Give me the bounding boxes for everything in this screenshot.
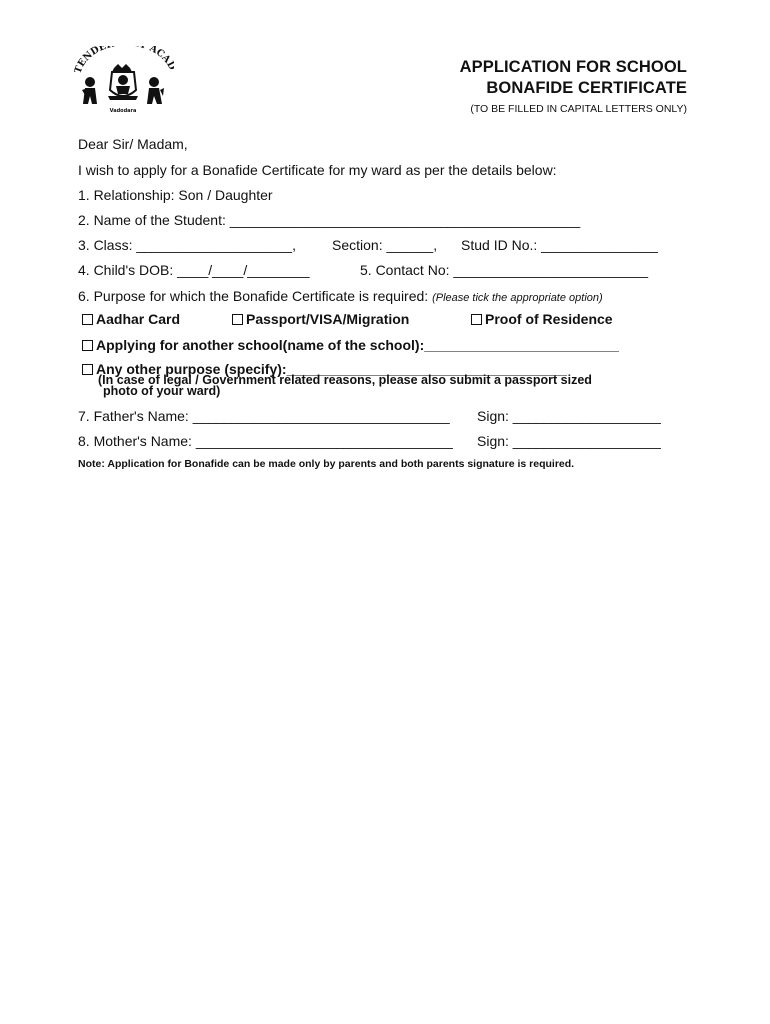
checkbox-icon[interactable] xyxy=(471,314,482,325)
father-sign-field[interactable]: Sign: ___________________ xyxy=(477,408,661,424)
purpose-label: 6. Purpose for which the Bonafide Certificate is required: xyxy=(78,288,429,304)
checkbox-icon[interactable] xyxy=(232,314,243,325)
other-purpose-note-line-1: (In case of legal / Government related reasons, please also submit a passport sized xyxy=(98,373,592,387)
section-field[interactable]: Section: ______, xyxy=(332,237,438,253)
father-name-field[interactable]: 7. Father's Name: _________________________________ xyxy=(78,408,450,424)
school-logo xyxy=(74,46,174,116)
contact-field[interactable]: 5. Contact No: _________________________ xyxy=(360,262,649,278)
checkbox-icon[interactable] xyxy=(82,364,93,375)
form-title-line-1: APPLICATION FOR SCHOOL xyxy=(459,58,687,76)
logo-city-text: Vadodara xyxy=(109,108,137,114)
purpose-hint: (Please tick the appropriate option) xyxy=(432,292,603,304)
student-name-field[interactable]: 2. Name of the Student: _____________________________________________ xyxy=(78,212,581,228)
option-residence[interactable] xyxy=(471,311,613,327)
option-another-school[interactable] xyxy=(82,337,619,353)
option-another-school-label[interactable]: Applying for another school(name of the school):_________________________ xyxy=(96,337,619,353)
stud-id-field[interactable]: Stud ID No.: _______________ xyxy=(461,237,658,253)
option-aadhar[interactable] xyxy=(82,311,180,327)
relationship-field[interactable]: 1. Relationship: Son / Daughter xyxy=(78,187,273,203)
option-other-label[interactable]: Any other purpose (specify):____________________________________ xyxy=(96,361,567,377)
salutation: Dear Sir/ Madam, xyxy=(78,136,188,152)
option-passport[interactable] xyxy=(232,311,409,327)
footer-note: Note: Application for Bonafide can be made only by parents and both parents signature is required. xyxy=(78,458,575,470)
mother-name-field[interactable]: 8. Mother's Name: _________________________________ xyxy=(78,433,453,449)
form-title-line-2: BONAFIDE CERTIFICATE xyxy=(486,79,687,97)
dob-field[interactable]: 4. Child's DOB: ____/____/________ xyxy=(78,262,310,278)
other-purpose-note-line-2: photo of your ward) xyxy=(103,384,221,398)
logo-emblem xyxy=(74,46,174,116)
purpose-heading xyxy=(78,288,603,304)
option-aadhar-label: Aadhar Card xyxy=(96,311,181,327)
class-field[interactable]: 3. Class: ____________________, xyxy=(78,237,296,253)
option-residence-label: Proof of Residence xyxy=(485,311,613,327)
checkbox-icon[interactable] xyxy=(82,314,93,325)
logo-arc-text: ENDE ACA xyxy=(75,46,173,69)
checkbox-icon[interactable] xyxy=(82,340,93,351)
option-passport-label: Passport/VISA/Migration xyxy=(246,311,410,327)
intro-text: I wish to apply for a Bonafide Certificate for my ward as per the details below: xyxy=(78,162,557,178)
form-subtitle: (TO BE FILLED IN CAPITAL LETTERS ONLY) xyxy=(470,103,687,115)
mother-sign-field[interactable]: Sign: ___________________ xyxy=(477,433,661,449)
